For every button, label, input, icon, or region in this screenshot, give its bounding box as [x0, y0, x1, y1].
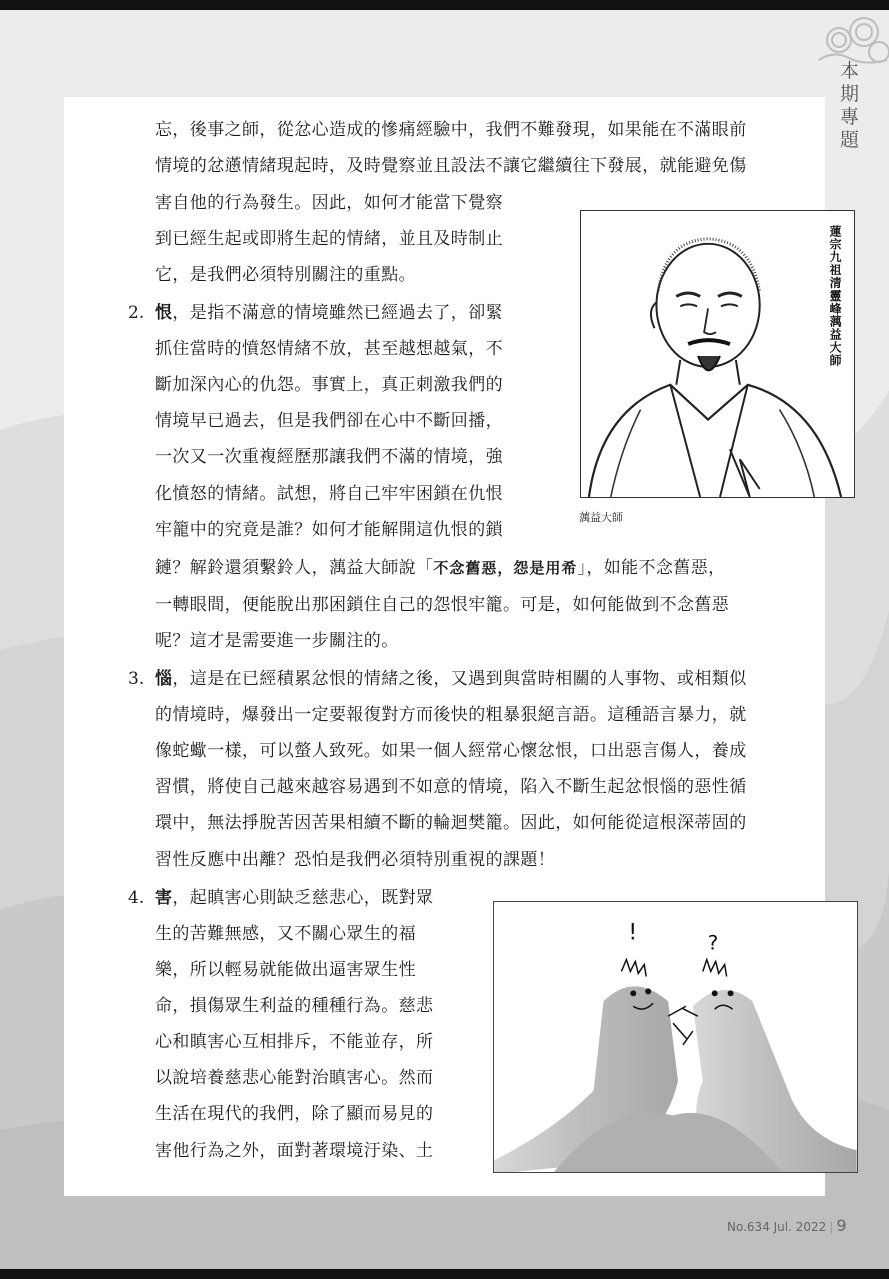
- page-number: 9: [836, 1216, 847, 1235]
- list-text: ，這是在已經積累忿恨的情緒之後，又遇到與當時相關的人事物、或相類似: [172, 669, 747, 689]
- body-line: 一轉眼間，便能脫出那困鎖住自己的怨恨牢籠。可是，如何能做到不念舊惡: [155, 595, 730, 615]
- body-line: 以說培養慈悲心能對治瞋害心。然而: [155, 1068, 434, 1088]
- section-title-char: 專: [839, 106, 860, 128]
- page-footer: [727, 1216, 847, 1235]
- article-page: [64, 97, 843, 1196]
- body-line: 呢？這才是需要進一步關注的。: [155, 631, 399, 651]
- body-line: 生的苦難無感，又不關心眾生的福: [155, 924, 416, 944]
- section-title-vertical: [836, 60, 864, 152]
- list-term: 惱: [155, 669, 173, 689]
- body-line: 情境的忿懣情緒現起時，及時覺察並且設法不讓它繼續往下發展，就能避免傷: [155, 156, 747, 176]
- list-term: 恨: [155, 303, 173, 323]
- quote-lead: 鏈？解鈴還須繫鈴人，蕅益大師說「: [155, 558, 434, 578]
- body-line: 害他行為之外，面對著環境汙染、土: [155, 1141, 434, 1161]
- section-title-char: 本: [839, 60, 860, 82]
- body-line: 環中，無法掙脫苦因苦果相續不斷的輪迴樊籠。因此，如何能從這根深蒂固的: [155, 813, 747, 833]
- body-line: 到已經生起或即將生起的情緒，並且及時制止: [155, 229, 503, 249]
- section-title-char: 題: [839, 129, 860, 151]
- section-title-char: 期: [839, 83, 860, 105]
- svg-text:!: !: [628, 920, 638, 946]
- list-text: ，是指不滿意的情境雖然已經過去了，卻緊: [172, 303, 504, 323]
- body-line: 斷加深內心的仇怨。事實上，真正刺激我們的: [155, 375, 503, 395]
- list-item-first-line: [155, 668, 747, 690]
- body-line: 忘，後事之師，從忿心造成的慘痛經驗中，我們不難發現，如果能在不滿眼前: [155, 120, 747, 140]
- body-line: 習性反應中出離？恐怕是我們必須特別重視的課題！: [155, 850, 556, 870]
- body-line-with-quote: [155, 557, 726, 579]
- list-text: ，起瞋害心則缺乏慈悲心，既對眾: [172, 888, 434, 908]
- body-line: 化憤怒的情緒。試想，將自己牢牢困鎖在仇恨: [155, 484, 503, 504]
- issue-label: No.634 Jul. 2022: [727, 1220, 827, 1234]
- footer-separator: |: [829, 1220, 834, 1234]
- body-line: 它，是我們必須特別關注的重點。: [155, 265, 416, 285]
- body-line: 害自他的行為發生。因此，如何才能當下覺察: [155, 193, 503, 213]
- body-line: 生活在現代的我們，除了顯而易見的: [155, 1104, 434, 1124]
- list-item-first-line: [155, 302, 503, 324]
- list-term: 害: [155, 888, 173, 908]
- list-number: 3.: [128, 669, 145, 689]
- body-line: 一次又一次重複經歷那讓我們不滿的情境，強: [155, 447, 503, 467]
- body-line: 心和瞋害心互相排斥，不能並存，所: [155, 1032, 434, 1052]
- master-portrait: [580, 210, 855, 498]
- bottom-black-bar: [0, 1269, 889, 1279]
- quoted-saying: 不念舊惡，怨是用希: [433, 559, 578, 577]
- quote-tail: 」，如能不念舊惡，: [577, 558, 726, 578]
- finger-puppets-illustration: [493, 901, 858, 1173]
- finger-drawing: [494, 902, 857, 1172]
- top-black-bar: [0, 0, 889, 10]
- body-line: 抓住當時的憤怒情緒不放，甚至越想越氣，不: [155, 339, 503, 359]
- portrait-drawing: [581, 211, 854, 497]
- list-item-first-line: [155, 887, 433, 909]
- portrait-inscription: 蓮宗九祖清靈峰蕅益大師: [828, 224, 843, 367]
- body-line: 命，損傷眾生利益的種種行為。慈悲: [155, 996, 434, 1016]
- body-line: 牢籠中的究竟是誰？如何才能解開這仇恨的鎖: [155, 520, 503, 540]
- body-line: 情境早已過去，但是我們卻在心中不斷回播，: [155, 411, 503, 431]
- list-number: 2.: [128, 303, 145, 323]
- svg-text:?: ?: [707, 931, 719, 955]
- body-line: 的情境時，爆發出一定要報復對方而後快的粗暴狠絕言語。這種語言暴力，就: [155, 705, 747, 725]
- portrait-caption: 蕅益大師: [579, 511, 623, 524]
- list-number: 4.: [128, 888, 145, 908]
- body-line: 習慣，將使自己越來越容易遇到不如意的情境，陷入不斷生起忿恨惱的惡性循: [155, 777, 747, 797]
- body-line: 樂，所以輕易就能做出逼害眾生性: [155, 960, 416, 980]
- body-line: 像蛇蠍一樣，可以螫人致死。如果一個人經常心懷忿恨，口出惡言傷人，養成: [155, 741, 747, 761]
